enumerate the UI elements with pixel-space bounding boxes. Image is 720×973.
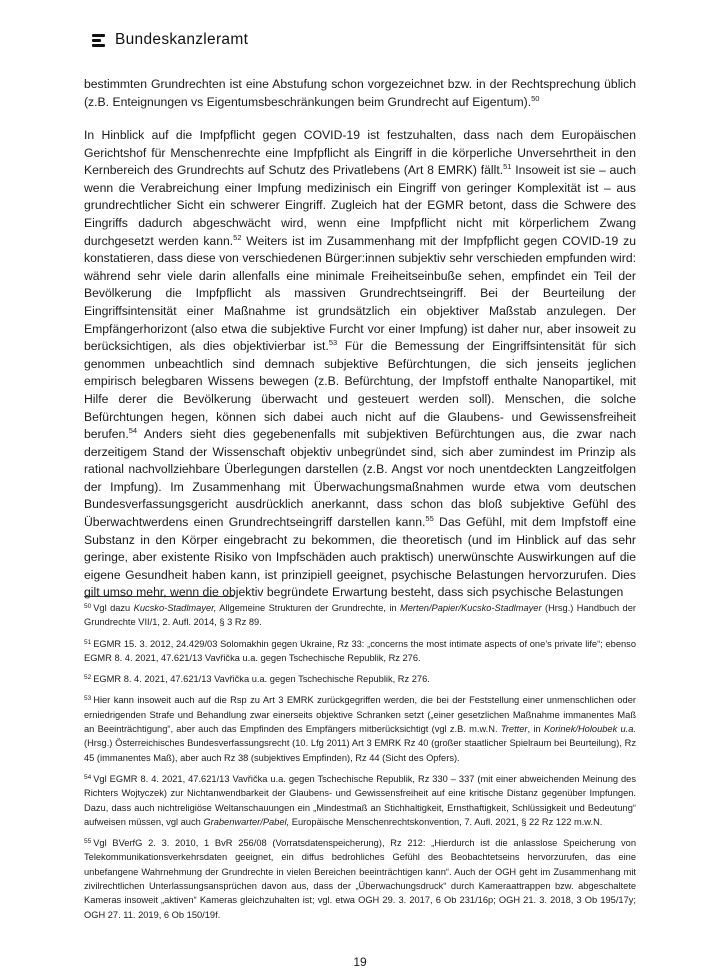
paragraph-text: In Hinblick auf die Impfpflicht gegen COVID-19 ist festzuhalten, dass nach dem Europäischen Gerichtshof für Menschenrechte eine Impfpflicht als Eingriff in die körperliche Unversehrtheit in den Kernbereich des Grundrechts auf Schutz des Privatlebens (Art 8 EMRK) fällt. — [84, 128, 636, 178]
footnote-italic-text: Grabenwarter/Pabel, — [203, 816, 290, 827]
footnote-italic-text: Kucsko-Stadlmayer, — [133, 603, 217, 613]
footnote-text: Hier kann insoweit auch auf die Rsp zu Art 3 EMRK zurückgegriffen werden, die bei der Feststellung einer unmenschlichen oder erniedrigenden Strafe und Behandlung zwar einerseits objektive Schranken setzt („einer gesetzlichen Maßnahme immanentes Maß an Beeinträchtigung“, aber auch das Empfinden des Empfängers mitberücksichtigt (vgl z.B. m.w.N. — [84, 695, 636, 735]
paragraph-text: Insoweit ist sie – auch wenn die Verabreichung einer Impfung medizinisch ein Eingriff von geringer Komplexität ist – aus grundrechtlicher Sicht ein schwerer Eingriff. Zugleich hat der EGMR betont, dass die Schwere des Eingriffs dadurch abgeschwächt wird, wenn eine Impfpflicht nicht mit körperlichem Zwang durchgesetzt werden kann. — [84, 163, 636, 248]
footnote — [84, 601, 636, 630]
footnote-number: 50 — [84, 603, 92, 610]
footnote-text: Vgl EGMR 8. 4. 2021, 47.621/13 Vavřička u.a. gegen Tschechische Republik, Rz 330 – 337 (mit einer abweichenden Meinung des Richters Wojtyczek) zur Nichtanwendbarkeit der Glaubens- und Gewissensfreiheit auf eine kritische Distanz gegenüber Impfungen. Dazu, dass auch nichtreligiöse Weltanschauungen ein „Mindestmaß an Stichhaltigkeit, Ernsthaftigkeit, Schlüssigkeit und Bedeutung“ aufweisen müssen, vgl auch — [84, 773, 636, 827]
bundeskanzleramt-logo-icon — [92, 33, 107, 47]
paragraph-text: Für die Bemessung der Eingriffsintensität für sich genommen unbeachtlich sind demnach subjektive Befürchtungen, die sich jenseits jeglichen empirisch belegbaren Wissens bewegen (z.B. Befürchtung, der Impfstoff enthalte Nanopartikel, mit Hilfe derer die Bevölkerung überwacht und gesteuert werden soll). Menschen, die solche Befürchtungen hegen, können sich dabei auch nicht auf die Glaubens- und Gewissensfreiheit berufen. — [84, 339, 637, 442]
footnote-text: Vgl BVerfG 2. 3. 2010, 1 BvR 256/08 (Vorratsdatenspeicherung), Rz 212: „Hierdurch ist die anlasslose Speicherung von Telekommunikationsverkehrsdaten geeignet, ein diffus bedrohliches Gefühl des Beobachtetseins hervorzurufen, das eine unbefangene Wahrnehmung der Grundrechte in vielen Bereichen beeinträchtigen kann“. Auch der OGH geht im Zusammenhang mit zivilrechtlichen Unterlassungsansprüchen davon aus, dass der „Überwachungsdruck“ durch Kameraattrappen bzw. abgeschaltete Kameras insoweit „aktiven“ Kameras gleichzuhalten ist; vgl. etwa OGH 29. 3. 2017, 6 Ob 231/16p; OGH 21. 3. 2018, 3 Ob 195/17y; OGH 27. 11. 2019, 6 Ob 150/19f. — [84, 838, 636, 920]
paragraph-1 — [84, 76, 636, 111]
footnote-text: , in — [527, 724, 544, 735]
footnote — [84, 637, 636, 666]
footnote-ref[interactable]: 55 — [425, 514, 434, 524]
footnote-text: EGMR 15. 3. 2012, 24.429/03 Solomakhin gegen Ukraine, Rz 33: „concerns the most intimate aspects of one’s private life“; ebenso EGMR 8. 4. 2021, 47.621/13 Vavřička u.a. gegen Tschechische Republik, Rz 276. — [84, 638, 636, 663]
footnote-text: (Hrsg.) Handbuch der Grundrechte VII/1, 2. Aufl. 2014, § 3 Rz 89. — [84, 603, 636, 628]
footnote-number: 52 — [84, 674, 92, 682]
footnote-italic-text: Korinek/Holoubek u.a. — [543, 724, 636, 735]
footnotes — [84, 601, 636, 929]
paragraph-text: Das Gefühl, mit dem Impfstoff eine Substanz in den Körper eingebracht zu bekommen, die theoretisch (und im Hinblick auf das sehr geringe, aber existente Risiko von Impfschäden auch praktisch) unerwünschte Auswirkungen auf die eigene Gesundheit haben kann, ist prinzipiell geeignet, psychische Belastungen hervorzurufen. Dies gilt umso mehr, wenn die objektiv begründete Erwartung besteht, dass sich psychische Belastungen — [84, 515, 636, 600]
footnote-italic-text: Tretter — [500, 724, 528, 735]
footnote-number: 51 — [84, 638, 92, 646]
footnote-ref[interactable]: 52 — [233, 232, 242, 242]
page-number: 19 — [353, 955, 367, 969]
footnote-text: (Hrsg.) Österreichisches Bundesverfassungsrecht (10. Lfg 2011) Art 3 EMRK Rz 40 (großer staatlicher Spielraum bei Beurteilung), Rz 45 (immanentes Maß), aber auch Rz 38 (subjektives Empfinden), Rz 44 (Sicht des Opfers). — [84, 738, 636, 763]
footnote-divider — [84, 596, 234, 597]
footnote-text: Europäische Menschenrechtskonvention, 7. Aufl. 2021, § 22 Rz 122 m.w.N. — [289, 816, 603, 827]
footnote — [84, 693, 636, 764]
footnote-ref[interactable]: 54 — [128, 426, 138, 436]
footnote-number: 54 — [84, 773, 92, 781]
page-header — [92, 30, 248, 50]
footnote-number: 53 — [84, 695, 92, 703]
footnote — [84, 672, 636, 686]
footnote-ref[interactable]: 53 — [328, 338, 338, 348]
footnote-italic-text: Merten/Papier/Kucsko-Stadlmayer — [400, 603, 542, 613]
footnote — [84, 772, 636, 829]
footnote-text: EGMR 8. 4. 2021, 47.621/13 Vavřička u.a. gegen Tschechische Republik, Rz 276. — [93, 674, 430, 685]
footnote-ref[interactable]: 51 — [503, 162, 512, 172]
paragraph-text: Anders sieht dies gegebenenfalls mit subjektiven Befürchtungen aus, die zwar nach derzeitigem Stand der Wissenschaft objektiv unbegründet sind, sich aber zumindest im Prinzip als rational nachvollziehbare Überlegungen darstellen (z.B. Angst vor noch unentdeckten Langzeitfolgen der Impfung). Im Zusammenhang mit Überwachungsmaßnahmen wurde etwa vom deutschen Bundesverfassungsgericht ausdrücklich anerkannt, dass schon das bloß subjektive Gefühl des Überwachtwerdens einen Grundrechtseingriff darstellen kann. — [84, 427, 636, 530]
paragraph-text: bestimmten Grundrechten ist eine Abstufung schon vorgezeichnet bzw. in der Rechtsprechung üblich (z.B. Enteignungen vs Eigentumsbeschränkungen beim Grundrecht auf Eigentum). — [84, 77, 636, 109]
footnote-text: Vgl dazu — [93, 603, 134, 613]
brand-name: Bundeskanzleramt — [115, 31, 249, 48]
footnote-text: Allgemeine Strukturen der Grundrechte, in — [216, 603, 400, 613]
paragraph-text: Weiters ist im Zusammenhang mit der Impfpflicht gegen COVID-19 zu konstatieren, dass diese von verschiedenen Bürger:innen subjektiv sehr verschieden empfunden wird: während sehr viele darin allenfalls eine minimale Freiheitseinbuße sehen, empfindet ein Teil der Bevölkerung die Impfpflicht als massiven Grundrechtseingriff. Bei der Beurteilung der Eingriffsintensität einer Maßnahme ist grundsätzlich ein objektiver Maßstab anzulegen. Der Empfängerhorizont (also etwa die subjektive Furcht vor einer Impfung) ist daher nur, aber insoweit zu berücksichtigen, als dies objektivierbar ist. — [84, 233, 636, 354]
footnote — [84, 836, 636, 922]
footnote-number: 55 — [84, 838, 92, 846]
footnote-ref[interactable]: 50 — [531, 93, 540, 103]
paragraph-2 — [84, 127, 636, 602]
